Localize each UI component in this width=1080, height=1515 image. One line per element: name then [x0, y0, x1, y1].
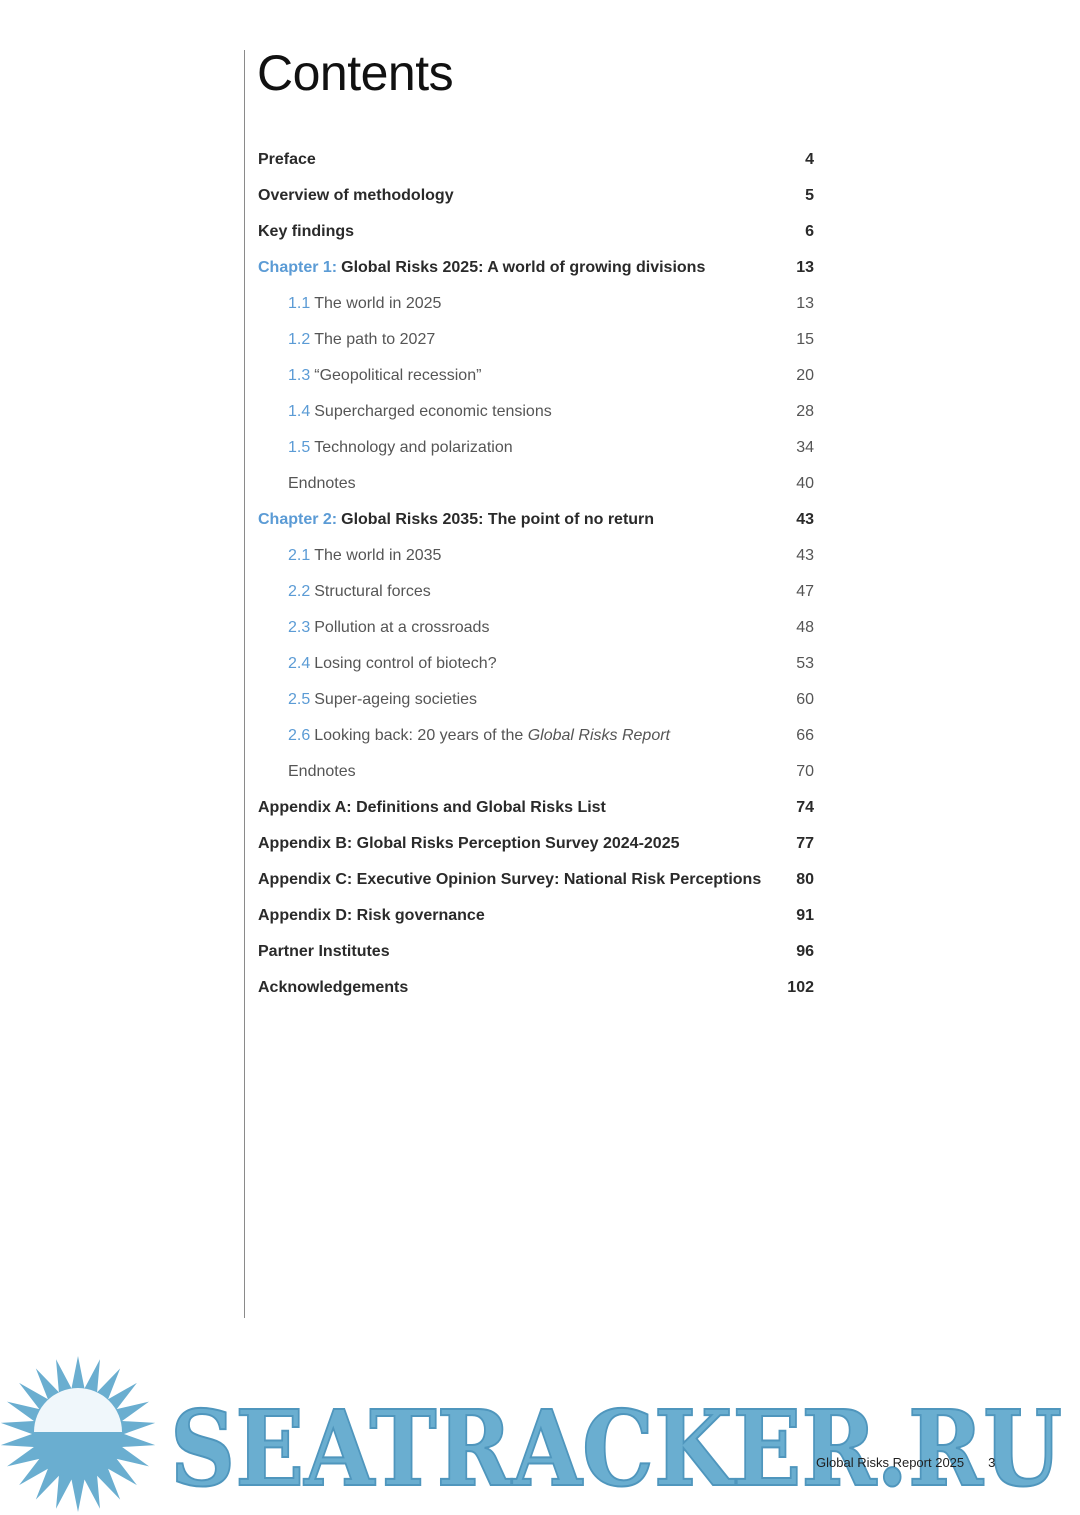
section-number: 1.4: [288, 403, 311, 420]
section-number: 1.3: [288, 367, 311, 384]
toc-entry-label: [288, 646, 497, 682]
toc-entry-label: [258, 214, 354, 250]
toc-entry[interactable]: [258, 250, 814, 286]
page-title: Contents: [257, 45, 454, 101]
toc-entry-label: [258, 502, 654, 538]
toc-entry-label: [288, 538, 441, 574]
entry-title: Overview of methodology: [258, 187, 454, 204]
table-of-contents: [258, 142, 814, 1006]
toc-page-number: 40: [796, 475, 814, 492]
toc-entry-label: [258, 250, 705, 286]
toc-page-number: 20: [796, 367, 814, 384]
page-footer: [816, 1455, 995, 1470]
entry-title: Global Risks 2025: A world of growing divisions: [341, 259, 706, 276]
toc-page-number: 43: [796, 511, 814, 528]
section-number: 2.4: [288, 655, 311, 672]
entry-title: Appendix A: Definitions and Global Risks List: [258, 799, 606, 816]
entry-title: Appendix C: Executive Opinion Survey: National Risk Perceptions: [258, 871, 762, 888]
toc-entry[interactable]: [258, 538, 814, 574]
toc-page-number: 91: [796, 907, 814, 924]
toc-entry-label: [258, 142, 316, 178]
toc-entry-label: [288, 286, 441, 322]
section-number: 2.6: [288, 727, 311, 744]
chapter-prefix: Chapter 2:: [258, 511, 338, 528]
watermark-text: SEATRACKER.RU: [170, 1387, 1062, 1510]
toc-page-number: 77: [796, 835, 814, 852]
toc-page-number: 74: [796, 799, 814, 816]
toc-entry[interactable]: [258, 826, 814, 862]
section-number: 1.2: [288, 331, 311, 348]
toc-page-number: 13: [796, 295, 814, 312]
toc-page-number: 43: [796, 547, 814, 564]
toc-page-number: 66: [796, 727, 814, 744]
entry-title: Looking back: 20 years of the: [314, 727, 528, 744]
toc-page-number: 4: [805, 151, 814, 168]
toc-entry[interactable]: [258, 610, 814, 646]
toc-entry[interactable]: [258, 934, 814, 970]
toc-page-number: 80: [796, 871, 814, 888]
toc-entry-label: [288, 610, 489, 646]
entry-title: Super-ageing societies: [314, 691, 478, 708]
toc-page-number: 15: [796, 331, 814, 348]
toc-entry-label: [258, 934, 390, 970]
toc-page-number: 28: [796, 403, 814, 420]
toc-entry-label: [258, 970, 408, 1006]
toc-entry-label: [258, 178, 454, 214]
entry-title: The world in 2035: [314, 547, 442, 564]
toc-entry[interactable]: [258, 754, 814, 790]
toc-entry-label: [288, 394, 552, 430]
section-number: 2.2: [288, 583, 311, 600]
toc-page-number: 70: [796, 763, 814, 780]
entry-title-italic: Global Risks Report: [527, 727, 670, 744]
footer-page-number: 3: [988, 1455, 996, 1470]
toc-page-number: 13: [796, 259, 814, 276]
entry-title: Appendix D: Risk governance: [258, 907, 485, 924]
entry-title: Preface: [258, 151, 316, 168]
toc-entry-label: [258, 790, 606, 826]
toc-entry[interactable]: [258, 466, 814, 502]
toc-entry[interactable]: [258, 682, 814, 718]
toc-entry[interactable]: [258, 430, 814, 466]
entry-title: The path to 2027: [314, 331, 436, 348]
watermark-graphic: [0, 1352, 1080, 1515]
chapter-prefix: Chapter 1:: [258, 259, 338, 276]
entry-title: Endnotes: [288, 763, 356, 780]
toc-page-number: 53: [796, 655, 814, 672]
toc-page-number: 102: [787, 979, 814, 996]
entry-title: Appendix B: Global Risks Perception Survey 2024-2025: [258, 835, 680, 852]
entry-title: Endnotes: [288, 475, 356, 492]
section-number: 1.1: [288, 295, 311, 312]
toc-entry[interactable]: [258, 178, 814, 214]
entry-title: Losing control of biotech?: [314, 655, 497, 672]
footer-report-title: Global Risks Report 2025: [816, 1455, 965, 1470]
toc-entry[interactable]: [258, 790, 814, 826]
entry-title: The world in 2025: [314, 295, 442, 312]
sun-icon: [1, 1356, 155, 1512]
toc-page-number: 5: [805, 187, 814, 204]
entry-title: Structural forces: [314, 583, 431, 600]
toc-entry[interactable]: [258, 970, 814, 1006]
toc-entry-label: [288, 754, 356, 790]
toc-entry-label: [258, 898, 485, 934]
section-number: 2.5: [288, 691, 311, 708]
toc-page-number: 47: [796, 583, 814, 600]
toc-entry[interactable]: [258, 862, 814, 898]
toc-entry[interactable]: [258, 322, 814, 358]
toc-entry[interactable]: [258, 394, 814, 430]
section-number: 1.5: [288, 439, 311, 456]
toc-entry-label: [288, 358, 481, 394]
toc-entry[interactable]: [258, 214, 814, 250]
toc-entry[interactable]: [258, 574, 814, 610]
watermark: [0, 1352, 1080, 1515]
toc-entry[interactable]: [258, 646, 814, 682]
toc-page-number: 34: [796, 439, 814, 456]
toc-entry-label: [288, 430, 513, 466]
toc-page-number: 60: [796, 691, 814, 708]
toc-page-number: 96: [796, 943, 814, 960]
entry-title: Supercharged economic tensions: [314, 403, 552, 420]
entry-title: Technology and polarization: [314, 439, 513, 456]
toc-entry[interactable]: [258, 358, 814, 394]
toc-entry[interactable]: [258, 502, 814, 538]
toc-entry-label: [258, 862, 761, 898]
toc-entry[interactable]: [258, 898, 814, 934]
entry-title: Partner Institutes: [258, 943, 390, 960]
toc-entry-label: [288, 718, 670, 754]
toc-entry-label: [288, 322, 435, 358]
toc-entry-label: [288, 574, 431, 610]
section-number: 2.3: [288, 619, 311, 636]
entry-title: Key findings: [258, 223, 355, 240]
entry-title: Pollution at a crossroads: [314, 619, 490, 636]
toc-entry-label: [288, 682, 477, 718]
section-number: 2.1: [288, 547, 311, 564]
toc-entry-label: [288, 466, 356, 502]
entry-title: “Geopolitical recession”: [314, 367, 482, 384]
toc-entry[interactable]: [258, 286, 814, 322]
toc-entry-label: [258, 826, 680, 862]
toc-page-number: 48: [796, 619, 814, 636]
vertical-rule: [244, 50, 245, 1318]
toc-entry[interactable]: [258, 142, 814, 178]
entry-title: Acknowledgements: [258, 979, 409, 996]
toc-page-number: 6: [805, 223, 814, 240]
entry-title: Global Risks 2035: The point of no return: [341, 511, 655, 528]
toc-entry[interactable]: [258, 718, 814, 754]
